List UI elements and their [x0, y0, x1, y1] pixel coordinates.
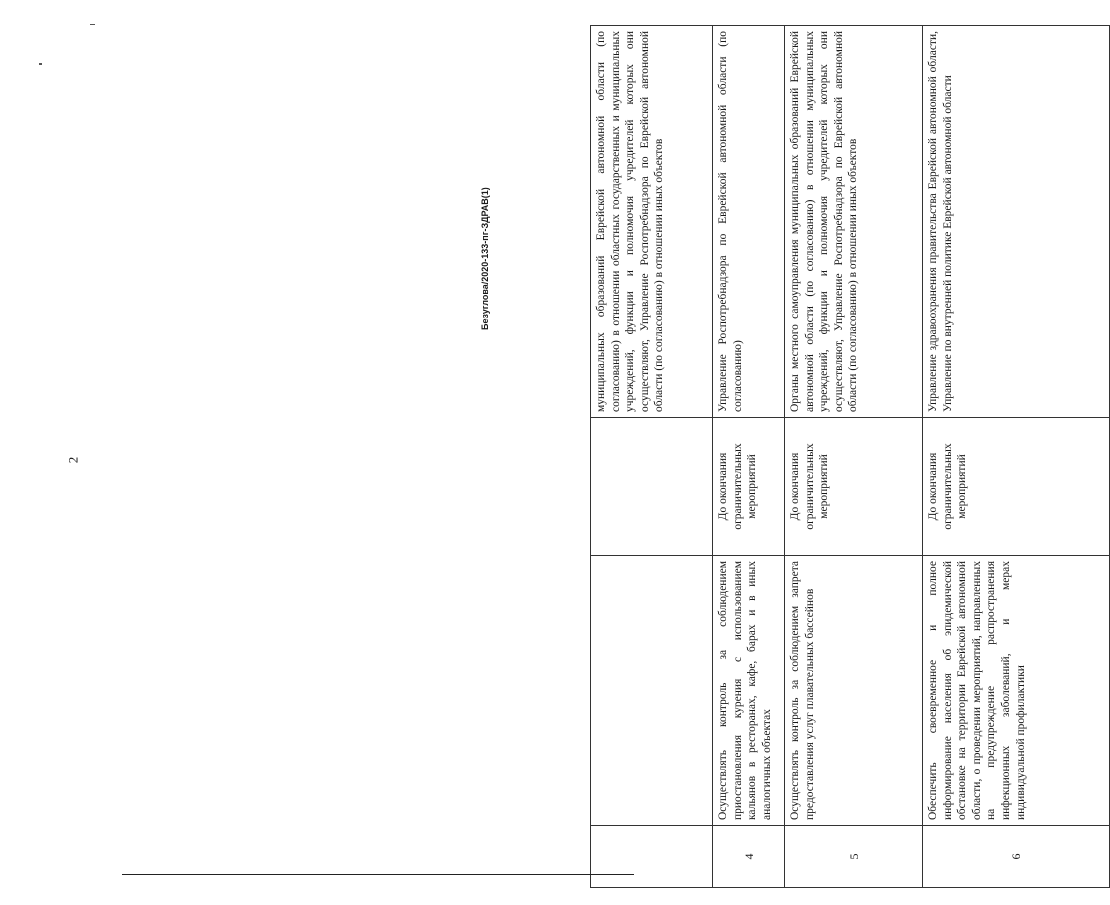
row-number — [591, 826, 713, 888]
table-row — [713, 26, 785, 888]
row-number: 6 — [923, 826, 1110, 888]
measure-text: Осуществлять контроль за соблюдением приостановления курения с использованием кальянов в ресторанах, кафе, барах и в иных аналогичных объектах — [713, 556, 785, 826]
scan-speck — [39, 63, 42, 65]
table-row — [591, 26, 713, 888]
row-number: 5 — [785, 826, 923, 888]
scan-speck — [90, 24, 95, 25]
bottom-divider — [122, 874, 634, 875]
term-text — [591, 418, 713, 556]
measures-table-sheet — [590, 26, 1110, 888]
responsible-text: Органы местного самоуправления муниципальных образований Еврейской автономной области (по согласованию) в отношении муниципальных учреждений, функции и полномочия учредителей которых они осуществляют, Управление Роспотребнадзора по Еврейской автономной области (по согласованию) в отношении иных объектов — [785, 26, 923, 418]
page-number: 2 — [65, 456, 81, 464]
measure-text — [591, 556, 713, 826]
responsible-text: Управление здравоохранения правительства Еврейской автономной области, Управление по внутренней политике Еврейской автономной области — [923, 26, 1110, 418]
term-text: До окончания ограничительных мероприятий — [785, 418, 923, 556]
table-row — [923, 26, 1110, 888]
measures-table — [590, 25, 1110, 888]
table-row — [785, 26, 923, 888]
responsible-text: муниципальных образований Еврейской автономной области (по согласованию) в отношении областных государственных и муниципальных учреждений, функции и полномочия учредителей которых они осуществляют, Управление Роспотребнадзора по Еврейской автономной области (по согласованию) в отношении иных объектов — [591, 26, 713, 418]
document-code: Безуглова/2020-133-пг-ЗДРАВ(1) — [480, 187, 490, 330]
row-number: 4 — [713, 826, 785, 888]
term-text: До окончания ограничительных мероприятий — [923, 418, 1110, 556]
measure-text: Осуществлять контроль за соблюдением запрета предоставления услуг плавательных бассейнов — [785, 556, 923, 826]
responsible-text: Управление Роспотребнадзора по Еврейской автономной области (по согласованию) — [713, 26, 785, 418]
measure-text: Обеспечить своевременное и полное информирование населения об эпидемической обстановке на территории Еврейской автономной области, о проведении мероприятий, направленных на предупреждение распространения инфекционных заболеваний, и мерах индивидуальной профилактики — [923, 556, 1110, 826]
term-text: До окончания ограничительных мероприятий — [713, 418, 785, 556]
